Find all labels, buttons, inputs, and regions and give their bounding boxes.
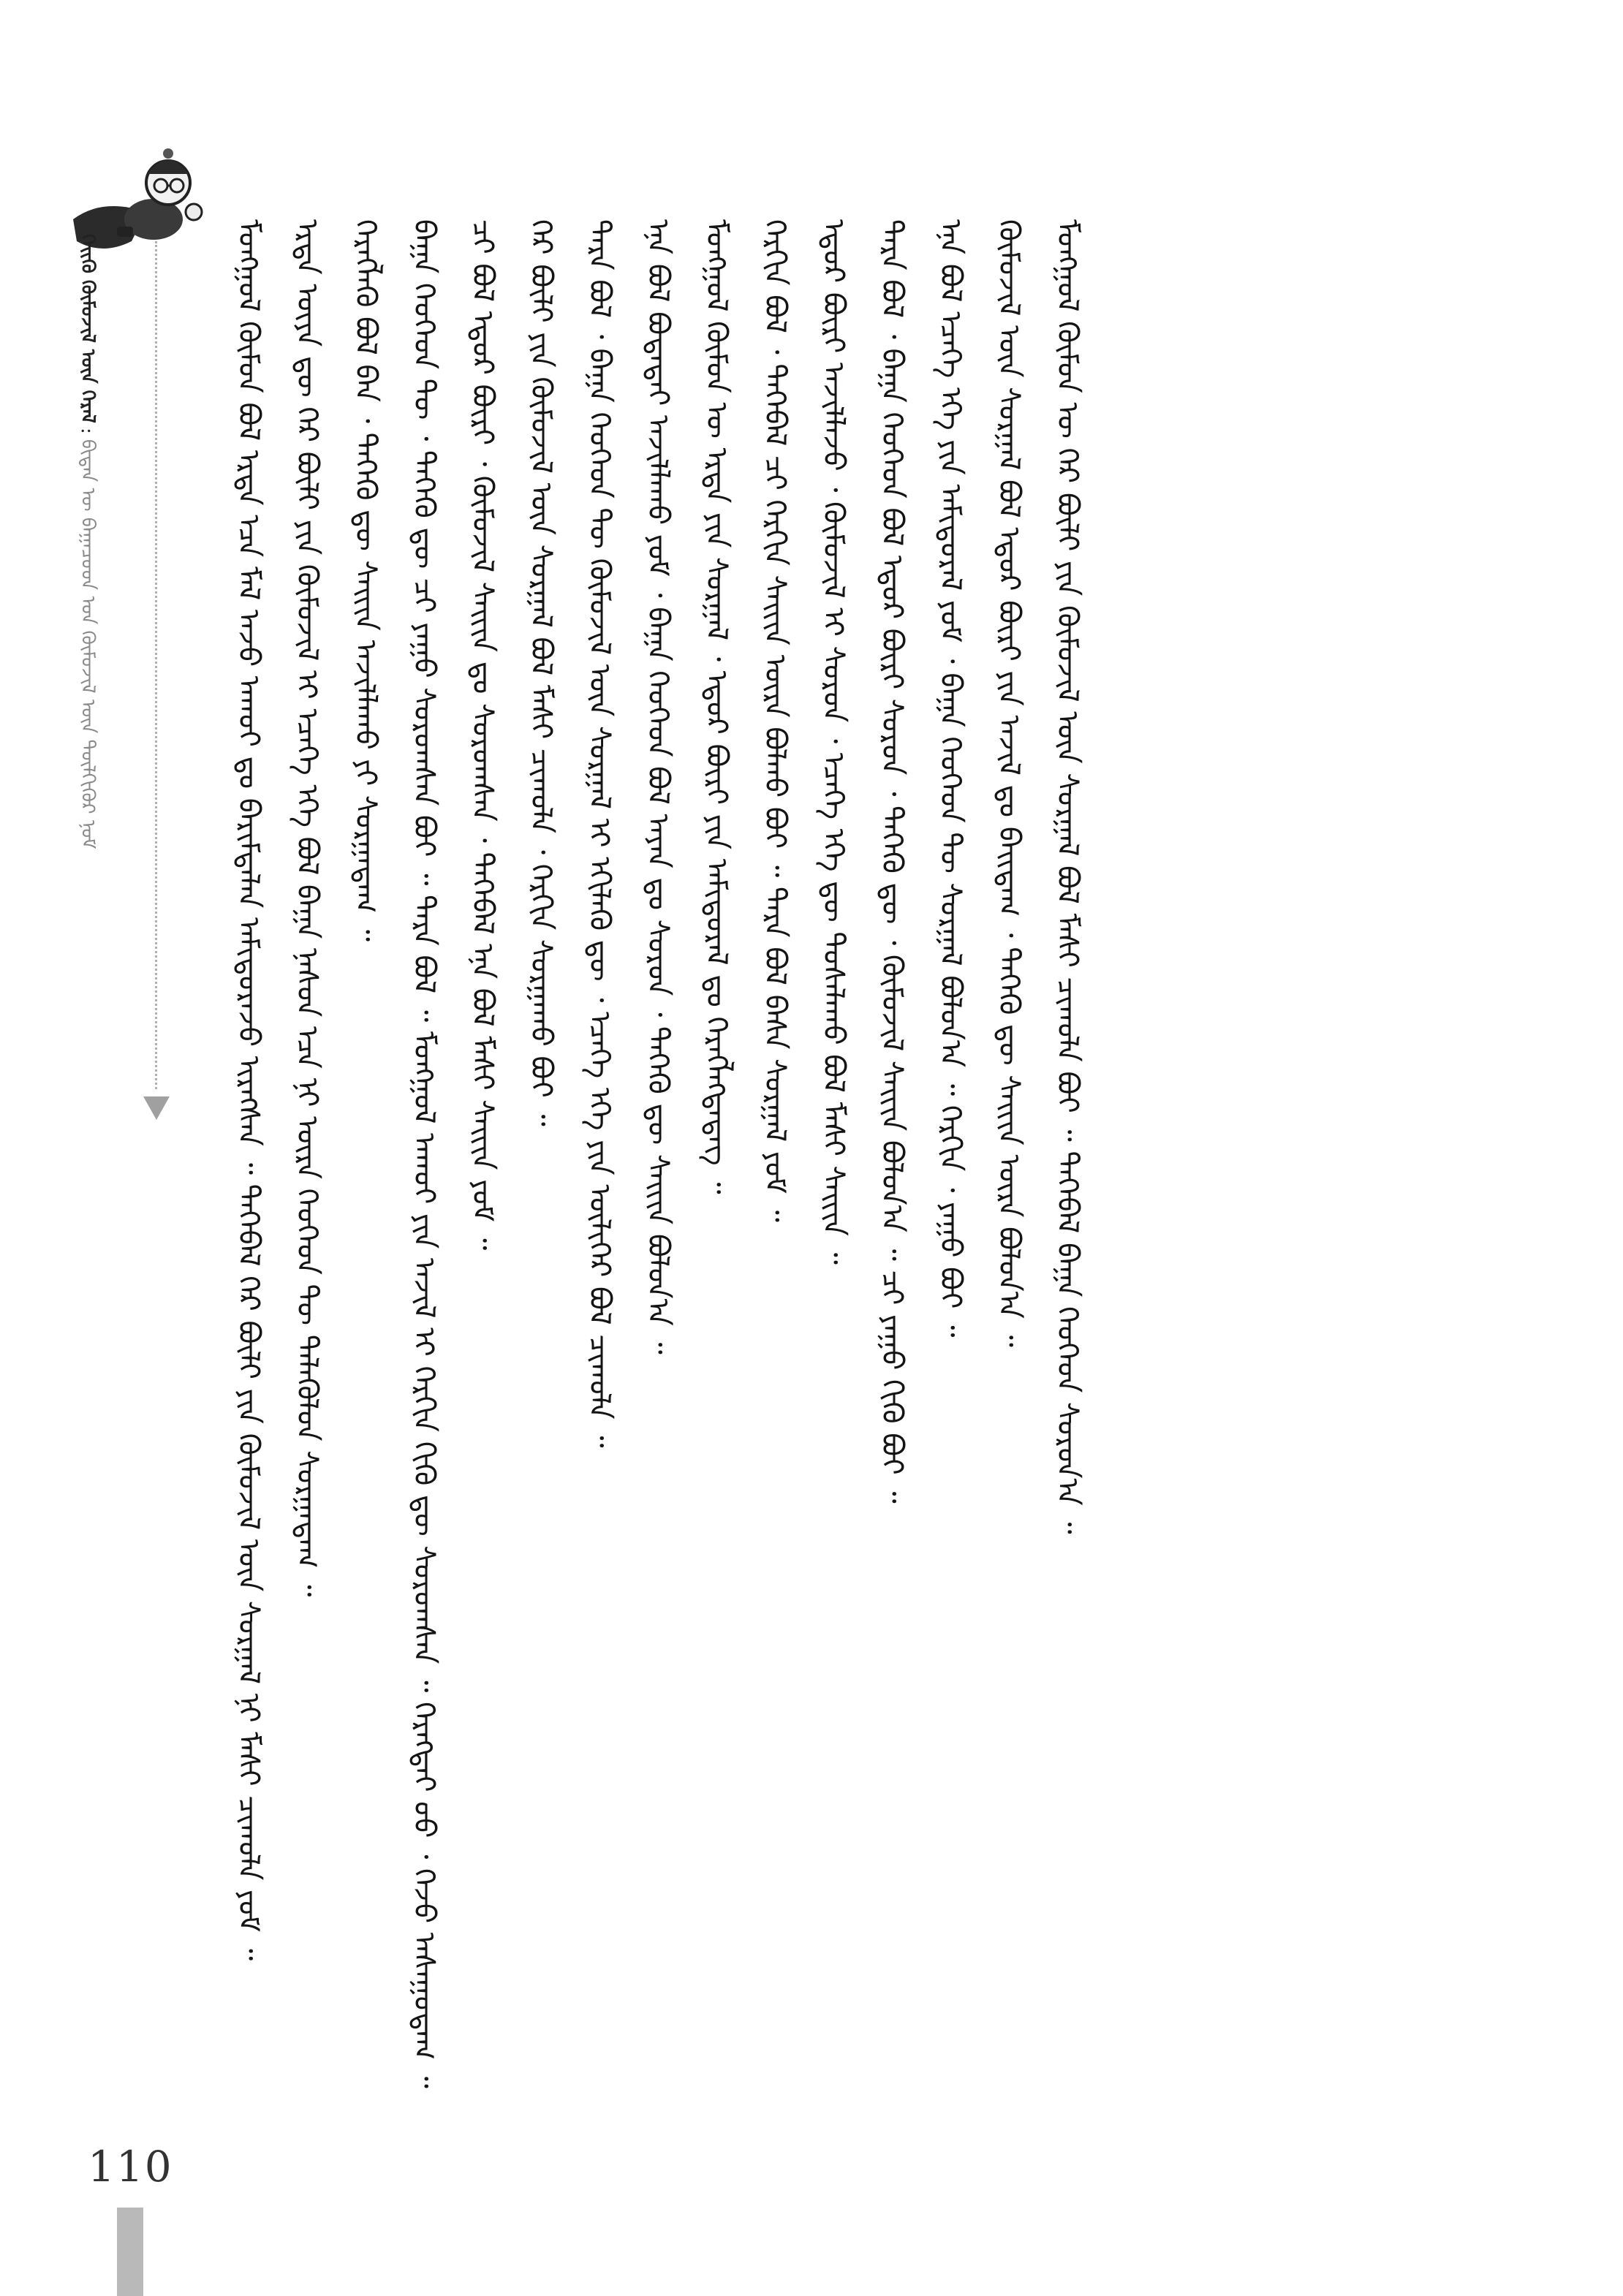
text-column: ᠬᠡᠷᠡᠭᠯᠡᠬᠦ ᠪᠣᠯ ᠪᠡᠨ ᠂ ᠲᠡᠭᠡᠬᠦ ᠳᠦ ᠰᠠᠢᠢᠨ ᠠᠵᠢᠯᠯᠠᠬᠤ ᠶᠢ ᠰᠤᠷᠭᠠᠳᠠᠭ ᠃ [349,219,382,942]
running-head-title: ᠬᠡᠢ᠌ᠭᠦ ᠬᠦᠮᠦᠵᠢᠯ ᠦᠨ ᠭᠡᠷᠡᠯ [77,234,99,423]
text-column: ᠮᠣᠩᠭᠣᠯ ᠬᠦᠮᠦᠨ ᠪᠣᠯ ᠡᠷᠲᠡ ᠡᠴᠡ ᠮᠠᠯ ᠠᠵᠤ ᠠᠬᠤᠢ ᠳᠤ ᠪᠠᠷᠢᠮᠲᠠᠯᠠᠨ ᠠᠮᠢᠳᠤᠷᠠᠵᠤ ᠢᠷᠡᠭᠰᠡᠨ ᠃ ᠲᠡᠭᠡᠪᠡᠯ ᠭᠡᠷ ᠪᠦᠯᠢ ᠶᠢᠨ ᠬᠦᠮᠦᠵᠢᠯ ᠦᠨ ᠰᠤᠷᠭᠠᠯ ᠨᠢ ᠮᠠᠰᠢ ᠴᠢᠬᠤᠯᠠ ᠶᠤᠮ ᠃ [232,219,265,1961]
triangle-marker-icon [143,1096,170,1120]
page-number: 110 [88,2142,173,2191]
text-column: ᠭᠡᠷ ᠪᠦᠯᠢ ᠶᠢᠨ ᠬᠦᠮᠦᠵᠢᠯ ᠦᠨ ᠰᠤᠷᠭᠠᠯ ᠪᠣᠯ ᠮᠠᠰᠢ ᠴᠢᠬᠤᠯᠠ ᠂ ᠬᠡᠷᠬᠢᠨ ᠰᠤᠷᠭᠠᠬᠤ ᠪᠣᠢ ᠃ [524,219,558,1126]
text-column: ᠡᠳᠦᠷ ᠪᠦᠷᠢ ᠠᠵᠢᠯᠯᠠᠵᠤ ᠂ ᠬᠦᠮᠦᠵᠢᠯ ᠢ ᠰᠤᠷᠤᠨ ᠂ ᠡᠴᠡᠭᠡ ᠡᠬᠡ ᠳᠦ ᠲᠤᠰᠠᠯᠠᠬᠤ ᠪᠣᠯ ᠮᠠᠰᠢ ᠰᠠᠢᠢᠨ ᠃ [817,219,850,1265]
text-column: ᠬᠡᠷᠬᠢᠨ ᠪᠣᠯ ᠂ ᠲᠡᠭᠡᠪᠡᠯ ᠴᠢ ᠬᠡᠷᠬᠢᠨ ᠰᠠᠢᠢᠨ ᠦᠷᠡ ᠪᠣᠯᠬᠤ ᠪᠣᠢ ᠃ ᠲᠡᠷᠡ ᠪᠣᠯ ᠪᠠᠰᠠ ᠰᠤᠷᠭᠠᠯ ᠶᠤᠮ ᠃ [758,219,792,1222]
body-text [219,219,1462,2120]
text-column: ᠴᠢ ᠪᠣᠯ ᠡᠳᠦᠷ ᠪᠦᠷᠢ ᠂ ᠬᠦᠮᠦᠵᠢᠯ ᠰᠠᠢᠢᠨ ᠳᠤ ᠰᠤᠷᠤᠭᠰᠠᠨ ᠂ ᠲᠡᠭᠡᠪᠡᠯ ᠡᠨᠡ ᠪᠣᠯ ᠮᠠᠰᠢ ᠰᠠᠢᠢᠨ ᠶᠤᠮ ᠃ [466,219,499,1251]
text-column: ᠮᠣᠩᠭᠣᠯ ᠬᠦᠮᠦᠨ ᠦ ᠭᠡᠷ ᠪᠦᠯᠢ ᠶᠢᠨ ᠬᠦᠮᠦᠵᠢᠯ ᠦᠨ ᠰᠤᠷᠭᠠᠯ ᠪᠣᠯ ᠮᠠᠰᠢ ᠴᠢᠬᠤᠯᠠ ᠪᠣᠢ ᠃ ᠲᠡᠭᠡᠪᠡᠯ ᠪᠠᠭᠠ ᠬᠡᠦᠬᠡᠳ ᠰᠤᠷᠤᠨ᠎ᠠ ᠃ [1051,219,1084,1534]
running-head [70,234,140,1272]
text-column: ᠬᠦᠮᠦᠵᠢᠯ ᠦᠨ ᠰᠤᠷᠭᠠᠯ ᠪᠣᠯ ᠡᠳᠦᠷ ᠪᠦᠷᠢ ᠶᠢᠨ ᠠᠵᠢᠯ ᠳᠤ ᠪᠠᠢᠳᠠᠭ ᠂ ᠲᠡᠭᠡᠬᠦ ᠳᠦ ᠰᠠᠢᠢᠨ ᠦᠷᠡ ᠪᠣᠯᠤᠨ᠎ᠠ ᠃ [992,219,1026,1347]
running-head-subtitle: ᠪᠢᠳᠡᠨ ᠦ ᠪᠠᠭᠠᠴᠤᠳ ᠤᠨ ᠬᠦᠮᠦᠵᠢᠯ ᠦᠨ ᠲᠦᠯᠬᠢᠭᠦᠷ ᠨᠣᠮ [77,439,99,849]
running-head-separator: : [77,427,99,435]
text-column: ᠡᠨᠡ ᠪᠣᠯ ᠡᠴᠡᠭᠡ ᠡᠬᠡ ᠶᠢᠨ ᠠᠮᠢᠳᠤᠷᠠᠯ ᠶᠤᠮ ᠂ ᠪᠠᠭᠠ ᠬᠡᠦᠬᠡᠳ ᠲᠦ ᠰᠤᠷᠭᠠᠯ ᠪᠣᠯᠤᠨ᠎ᠠ ᠃ ᠬᠡᠷᠬᠢᠨ ᠂ ᠶᠠᠭᠤ ᠪᠣᠢ ᠃ [934,219,967,1338]
text-column: ᠲᠡᠷᠡ ᠪᠣᠯ ᠂ ᠪᠠᠭᠠ ᠬᠡᠦᠬᠡᠳ ᠲᠦ ᠬᠦᠮᠦᠵᠢᠯ ᠦᠨ ᠰᠤᠷᠭᠠᠯ ᠢ ᠡᠬᠢᠯᠡᠬᠦ ᠳᠦ ᠂ ᠡᠴᠡᠭᠡ ᠡᠬᠡ ᠶᠢᠨ ᠦᠯᠢᠭᠡᠷ ᠪᠣᠯ ᠴᠢᠬᠤᠯᠠ ᠃ [583,219,616,1448]
dotted-divider [155,241,157,1089]
text-column: ᠡᠨᠡ ᠪᠣᠯ ᠪᠣᠳᠠᠲᠠᠢ ᠠᠵᠢᠯᠯᠠᠬᠤ ᠶᠤᠮ ᠂ ᠪᠠᠭᠠ ᠬᠡᠦᠬᠡᠳ ᠪᠣᠯ ᠠᠶᠠᠨ ᠳᠤ ᠰᠤᠷᠤᠨ ᠂ ᠲᠡᠭᠡᠬᠦ ᠳᠦ ᠰᠠᠢᠢᠨ ᠪᠣᠯᠤᠨ᠎ᠠ ᠃ [641,219,675,1355]
text-column: ᠡᠷᠲᠡ ᠦᠶᠡ ᠳᠦ ᠭᠡᠷ ᠪᠦᠯᠢ ᠶᠢᠨ ᠬᠦᠮᠦᠵᠢᠯ ᠢ ᠡᠴᠡᠭᠡ ᠡᠬᠡ ᠪᠣᠯ ᠪᠠᠭᠠ ᠨᠠᠰᠤᠨ ᠡᠴᠡ ᠨᠢ ᠦᠷᠡ ᠬᠡᠦᠬᠡᠳ ᠲᠦ ᠲᠡᠯᠡᠭᠦᠯᠦᠨ ᠰᠤᠷᠭᠠᠳᠠᠭ ᠃ [290,219,324,1597]
text-column: ᠪᠠᠭᠠ ᠬᠡᠦᠬᠡᠳ ᠲᠦ ᠂ ᠲᠡᠭᠡᠬᠦ ᠳᠦ ᠴᠢ ᠶᠠᠭᠤ ᠰᠤᠷᠤᠭᠰᠠᠨ ᠪᠣᠢ ᠃ ᠲᠡᠷᠡ ᠪᠣᠯ ᠃ ᠮᠣᠩᠭᠣᠯ ᠠᠬᠤᠢ ᠶᠢᠨ ᠠᠵᠢᠯ ᠢ ᠬᠡᠷᠬᠢᠨ ᠬᠢᠬᠦ ᠳᠦ ᠰᠤᠷᠤᠭᠰᠠᠨ ᠃ ᠬᠡᠷᠡᠭᠲᠡᠢ ᠤᠤ ᠂ ᠭᠡᠵᠦ ᠠᠰᠠᠭᠤᠳᠠᠭ ᠃ [407,219,441,2088]
text-column: ᠲᠡᠷᠡ ᠪᠣᠯ ᠂ ᠪᠠᠭᠠ ᠬᠡᠦᠬᠡᠳ ᠪᠣᠯ ᠡᠳᠦᠷ ᠪᠦᠷᠢ ᠰᠤᠷᠤᠨ ᠂ ᠲᠡᠭᠡᠬᠦ ᠳᠦ ᠂ ᠬᠦᠮᠦᠵᠢᠯ ᠰᠠᠢᠢᠨ ᠪᠣᠯᠤᠨ᠎ᠠ ᠃ ᠴᠢ ᠶᠠᠭᠤ ᠬᠢᠬᠦ ᠪᠣᠢ ᠃ [875,219,909,1504]
text-column: ᠮᠣᠩᠭᠣᠯ ᠬᠦᠮᠦᠨ ᠦ ᠡᠷᠲᠡ ᠶᠢᠨ ᠰᠤᠷᠭᠠᠯ ᠂ ᠡᠳᠦᠷ ᠪᠦᠷᠢ ᠶᠢᠨ ᠠᠮᠢᠳᠤᠷᠠᠯ ᠳᠤ ᠬᠡᠷᠡᠭᠯᠡᠭᠳᠡᠳᠡᠭ ᠃ [700,219,733,1194]
page-edge-tab [117,2208,143,2296]
